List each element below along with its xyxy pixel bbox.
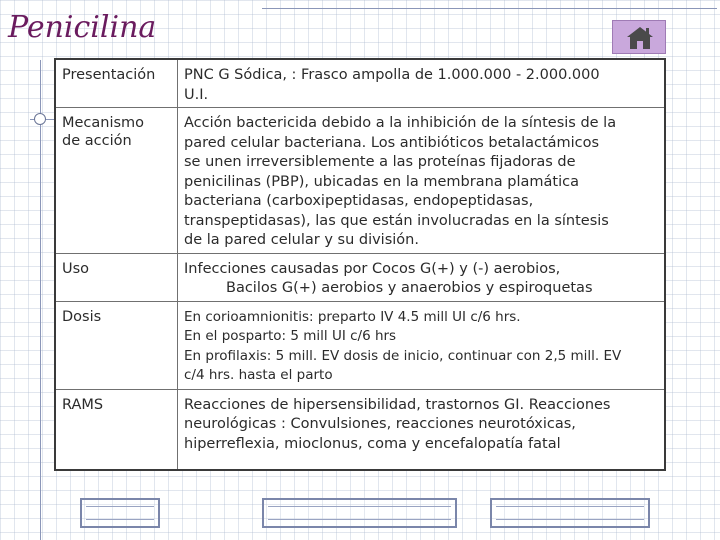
label-uso: Uso — [55, 253, 178, 301]
house-icon — [626, 26, 654, 50]
decor-bottom-box-3 — [490, 498, 650, 528]
label-dosis: Dosis — [55, 301, 178, 389]
decor-circle — [34, 113, 46, 125]
table-row-mecanismo — [55, 108, 665, 254]
decor-line-left — [40, 60, 41, 540]
table-row-uso — [55, 253, 665, 301]
value-dosis: En corioamnionitis: preparto IV 4.5 mill UI c/6 hrs. En el posparto: 5 mill UI c/6 hrs En profilaxis: 5 mill. EV dosis de inicio, continuar con 2,5 mill. EV c/4 hrs. hasta el parto — [178, 301, 666, 389]
decor-bottom-box-2 — [262, 498, 457, 528]
value-uso: Infecciones causadas por Cocos G(+) y (-) aerobios, Bacilos G(+) aerobios y anaerobios y espiroquetas — [178, 253, 666, 301]
value-rams: Reacciones de hipersensibilidad, trastornos GI. Reacciones neurológicas : Convulsiones, reacciones neurotóxicas, hiperreflexia, mioclonus, coma y encefalopatía fatal — [178, 389, 666, 470]
label-mecanismo: Mecanismo de acción — [55, 108, 178, 254]
home-button[interactable] — [612, 20, 666, 54]
table-row-rams — [55, 389, 665, 470]
label-rams: RAMS — [55, 389, 178, 470]
penicilina-table — [54, 58, 666, 471]
decor-bottom-box-1 — [80, 498, 160, 528]
value-presentacion: PNC G Sódica, : Frasco ampolla de 1.000.000 - 2.000.000 U.I. — [178, 59, 666, 108]
slide-title: Penicilina — [8, 10, 157, 45]
decor-line-top — [262, 8, 717, 9]
label-presentacion: Presentación — [55, 59, 178, 108]
table-row-presentacion — [55, 59, 665, 108]
value-mecanismo: Acción bactericida debido a la inhibición de la síntesis de la pared celular bacteriana. Los antibióticos betalactámicos se unen irreversiblemente a las proteínas fijadoras de penicilinas (PBP), ubicadas en la membrana plamática bacteriana (carboxipeptidasas, endopeptidasas, transpeptidasas), las que están involucradas en la síntesis de la pared celular y su división. — [178, 108, 666, 254]
table-row-dosis — [55, 301, 665, 389]
